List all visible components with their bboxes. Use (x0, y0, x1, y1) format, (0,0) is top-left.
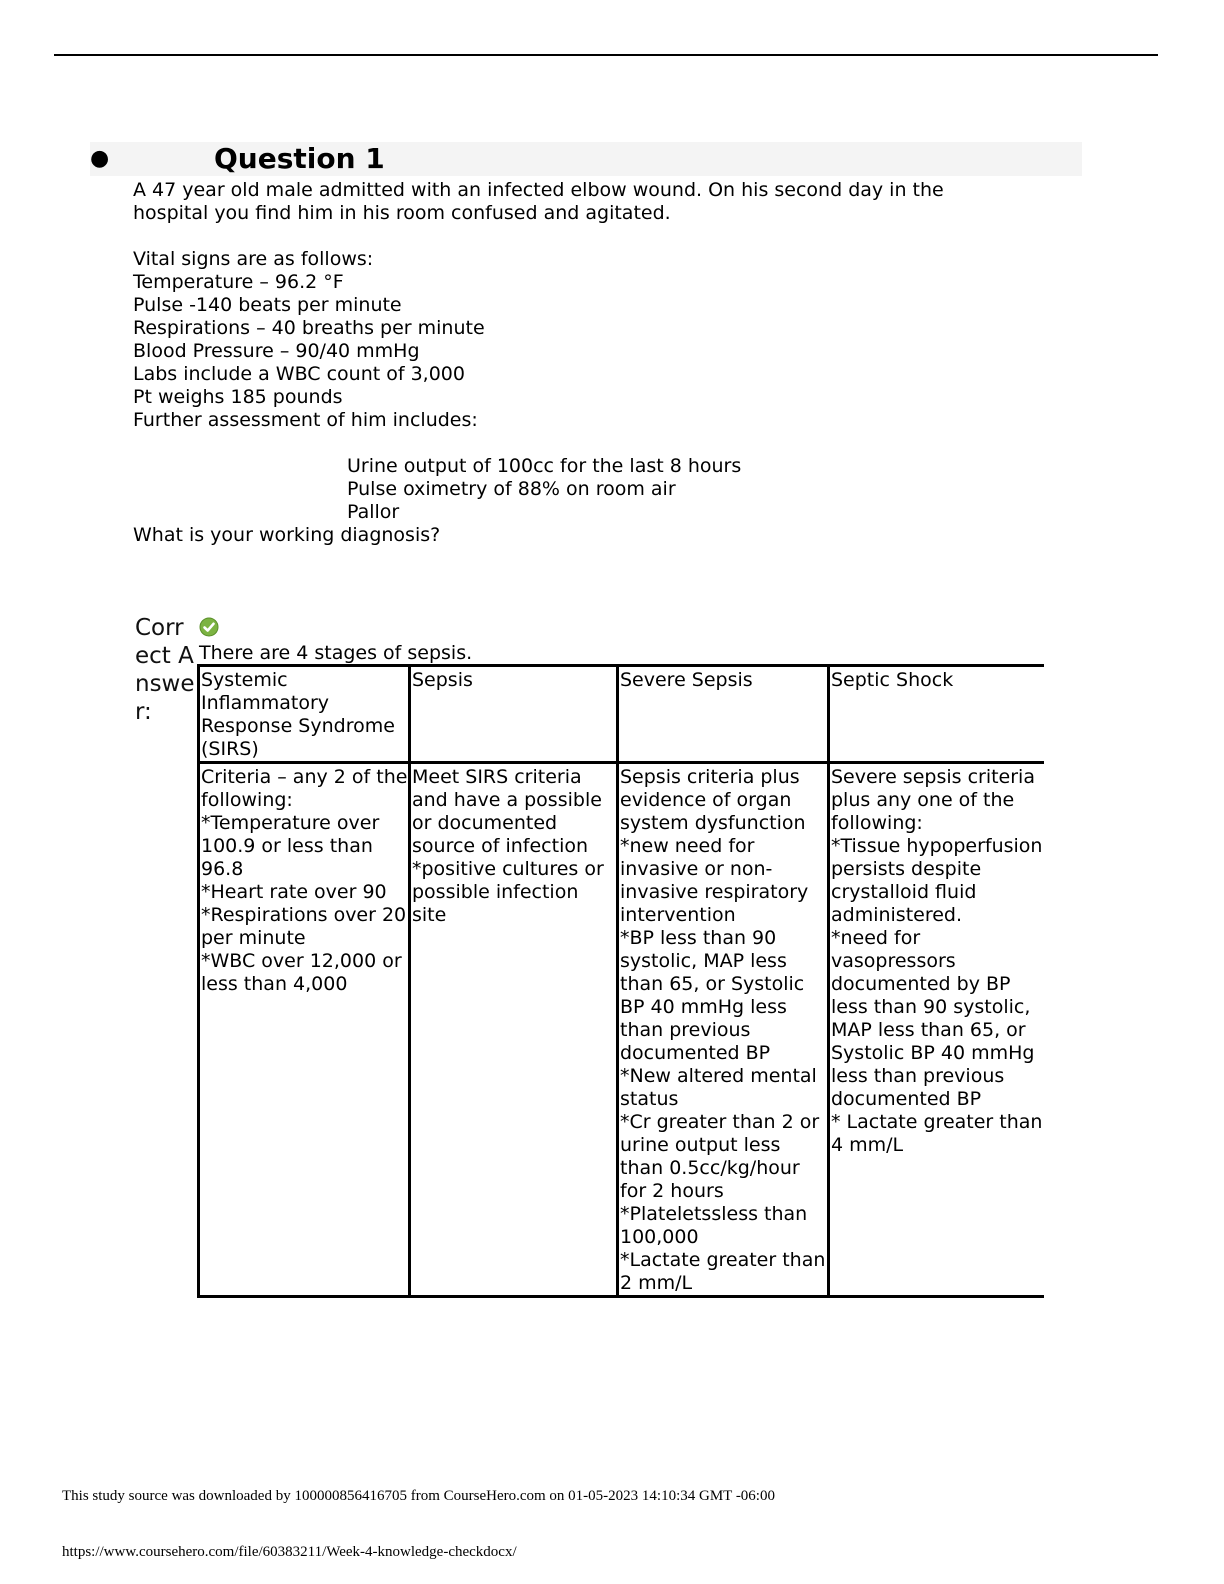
criteria-line: *need for vasopressors documented by BP less than 90 systolic, MAP less than 65, or Systolic BP 40 mmHg less than previous documented BP (831, 927, 1035, 1110)
criteria-cell (618, 763, 829, 1297)
criteria-line: Meet SIRS criteria and have a possible or documented source of infection (412, 766, 602, 857)
vitals-line: Further assessment of him includes: (133, 409, 478, 431)
assessment-line: Urine output of 100cc for the last 8 hours (347, 455, 742, 477)
header-cell: Sepsis (410, 666, 618, 763)
question-prompt: What is your working diagnosis? (133, 524, 441, 546)
question-body (133, 179, 1033, 547)
criteria-line: *Tissue hypoperfusion persists despite crystalloid fluid administered. (831, 835, 1043, 926)
criteria-line: Sepsis criteria plus evidence of organ system dysfunction (620, 766, 806, 834)
footer-source: This study source was downloaded by 100000856416705 from CourseHero.com on 01-05-2023 14:10:34 GMT -06:00 (62, 1488, 775, 1504)
assessment-line: Pallor (347, 501, 400, 523)
criteria-line: *Plateletssless than 100,000 (620, 1203, 808, 1248)
stem-line: hospital you find him in his room confused and agitated. (133, 202, 671, 224)
vitals-line: Pulse -140 beats per minute (133, 294, 402, 316)
table-row (199, 763, 1044, 1297)
criteria-line: Criteria – any 2 of the following: (201, 766, 408, 811)
criteria-cell (199, 763, 410, 1297)
vitals-line: Respirations – 40 breaths per minute (133, 317, 485, 339)
vitals-line: Temperature – 96.2 °F (133, 271, 344, 293)
criteria-line: *WBC over 12,000 or less than 4,000 (201, 950, 402, 995)
stem-line: A 47 year old male admitted with an infected elbow wound. On his second day in the (133, 179, 944, 201)
criteria-line: Severe sepsis criteria plus any one of the following: (831, 766, 1035, 834)
header-cell: Severe Sepsis (618, 666, 829, 763)
bullet-icon: ● (90, 146, 110, 171)
header-cell: Septic Shock (829, 666, 1044, 763)
check-circle-icon (199, 617, 219, 637)
top-rule (54, 54, 1158, 56)
vitals-line: Blood Pressure – 90/40 mmHg (133, 340, 420, 362)
criteria-line: *BP less than 90 systolic, MAP less than 65, or Systolic BP 40 mmHg less than previous documented BP (620, 927, 805, 1064)
criteria-line: * Lactate greater than 4 mm/L (831, 1111, 1043, 1156)
criteria-line: *positive cultures or possible infection site (412, 858, 604, 926)
vitals-line: Labs include a WBC count of 3,000 (133, 363, 465, 385)
table-header-row (199, 666, 1044, 763)
footer-url[interactable]: https://www.coursehero.com/file/60383211/Week-4-knowledge-checkdocx/ (62, 1544, 517, 1560)
criteria-line: *Heart rate over 90 (201, 881, 387, 903)
sepsis-stages-table (197, 664, 1044, 1298)
criteria-line: *Cr greater than 2 or urine output less than 0.5cc/kg/hour for 2 hours (620, 1111, 820, 1202)
criteria-line: *Lactate greater than 2 mm/L (620, 1249, 826, 1294)
vitals-line: Pt weighs 185 pounds (133, 386, 343, 408)
criteria-cell (410, 763, 618, 1297)
question-title: Question 1 (214, 142, 385, 175)
criteria-line: *new need for invasive or non-invasive respiratory intervention (620, 835, 809, 926)
criteria-line: *Respirations over 20 per minute (201, 904, 407, 949)
criteria-line: *New altered mental status (620, 1065, 817, 1110)
vitals-line: Vital signs are as follows: (133, 248, 374, 270)
answer-intro: There are 4 stages of sepsis. (199, 642, 473, 664)
criteria-line: *Temperature over 100.9 or less than 96.8 (201, 812, 380, 880)
criteria-cell (829, 763, 1044, 1297)
assessment-line: Pulse oximetry of 88% on room air (347, 478, 676, 500)
question-header (90, 142, 1082, 176)
correct-answer-label: Correct Answer: (135, 615, 195, 725)
header-cell: Systemic Inflammatory Response Syndrome (SIRS) (199, 666, 410, 763)
